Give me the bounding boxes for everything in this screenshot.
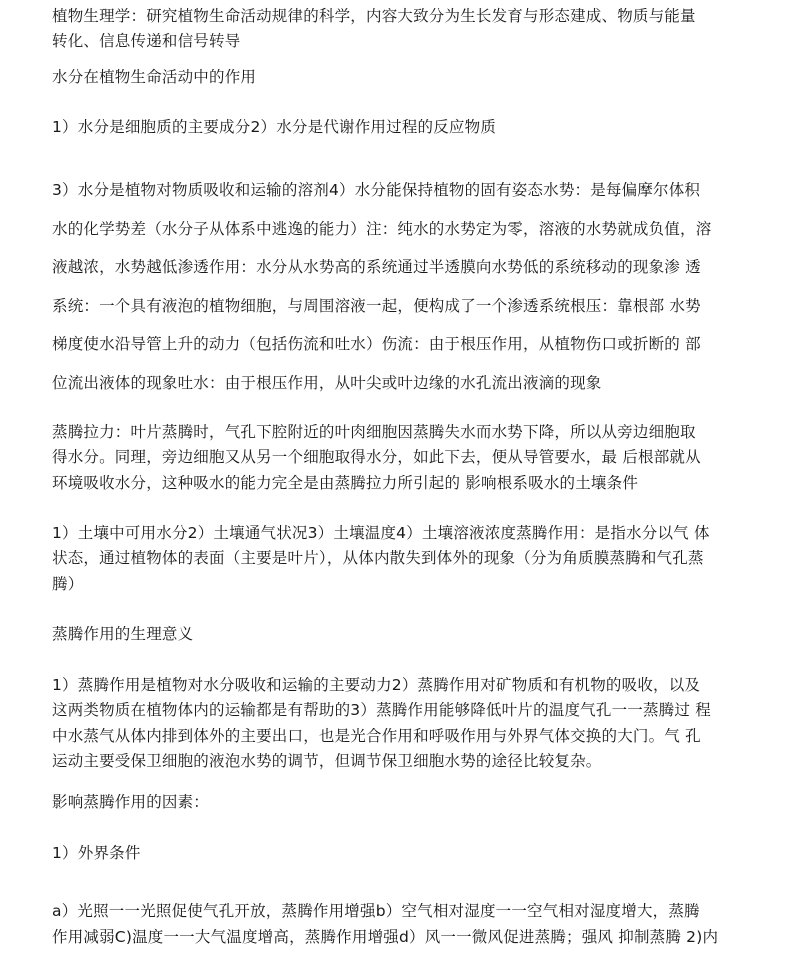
text-line: 这两类物质在植物体内的运输都是有帮助的3）蒸腾作用能够降低叶片的温度气孔一一蒸腾过 程 [52, 701, 711, 719]
text-line: 1）外界条件 [52, 844, 141, 862]
text-line: 环境吸收水分，这种吸水的能力完全是由蒸腾拉力所引起的 影响根系吸水的土壤条件 [52, 474, 639, 492]
text-line: 1）蒸腾作用是植物对水分吸收和运输的主要动力2）蒸腾作用对矿物质和有机物的吸收，以及 [52, 676, 701, 694]
text-line: 腾） [52, 575, 84, 593]
text-line: 位流出液体的现象吐水：由于根压作用，从叶尖或叶边缘的水孔流出液滴的现象 [52, 374, 602, 392]
text-line: 3）水分是植物对物质吸收和运输的溶剂4）水分能保持植物的固有姿态水势：是每偏摩尔体积 [52, 181, 701, 199]
text-line: 状态，通过植物体的表面（主要是叶片），从体内散失到体外的现象（分为角质膜蒸腾和气孔蒸 [52, 549, 704, 567]
text-line: a）光照一一光照促使气孔开放，蒸腾作用增强b）空气相对湿度一一空气相对湿度增大，蒸腾 [52, 902, 700, 920]
text-line: 系统：一个具有液泡的植物细胞，与周围溶液一起，便构成了一个渗透系统根压：靠根部 水势 [52, 297, 701, 315]
text-line: 植物生理学：研究植物生命活动规律的科学，内容大致分为生长发育与形态建成、物质与能量 [52, 7, 696, 25]
text-line: 梯度使水沿导管上升的动力（包括伤流和吐水）伤流：由于根压作用，从植物伤口或折断的 部 [52, 335, 701, 353]
text-line: 水的化学势差（水分子从体系中逃逸的能力）注：纯水的水势定为零，溶液的水势就成负值，溶 [52, 220, 712, 238]
text-line: 1）土壤中可用水分2）土壤通气状况3）土壤温度4）土壤溶液浓度蒸腾作用：是指水分以气 体 [52, 524, 710, 542]
text-line: 运动主要受保卫细胞的液泡水势的调节，但调节保卫细胞水势的途径比较复杂。 [52, 752, 602, 770]
text-line: 转化、信息传递和信号转导 [52, 32, 241, 50]
text-line: 蒸腾拉力：叶片蒸腾时，气孔下腔附近的叶肉细胞因蒸腾失水而水势下降，所以从旁边细胞取 [52, 423, 696, 441]
text-line: 作用减弱C)温度一一大气温度增高，蒸腾作用增强d）风一一微风促进蒸腾；强风 抑制蒸腾 2)内 [52, 928, 719, 946]
text-line: 影响蒸腾作用的因素： [52, 793, 210, 811]
text-line: 液越浓，水势越低渗透作用：水分从水势高的系统通过半透膜向水势低的系统移动的现象渗 透 [52, 258, 701, 276]
text-line: 得水分。同理，旁边细胞又从另一个细胞取得水分，如此下去，便从导管要水，最 后根部就从 [52, 448, 701, 466]
text-line: 蒸腾作用的生理意义 [52, 625, 194, 643]
text-line: 中水蒸气从体内排到体外的主要出口，也是光合作用和呼吸作用与外界气体交换的大门。气 孔 [52, 727, 701, 745]
text-line: 1）水分是细胞质的主要成分2）水分是代谢作用过程的反应物质 [52, 118, 497, 136]
text-line: 水分在植物生命活动中的作用 [52, 68, 257, 86]
